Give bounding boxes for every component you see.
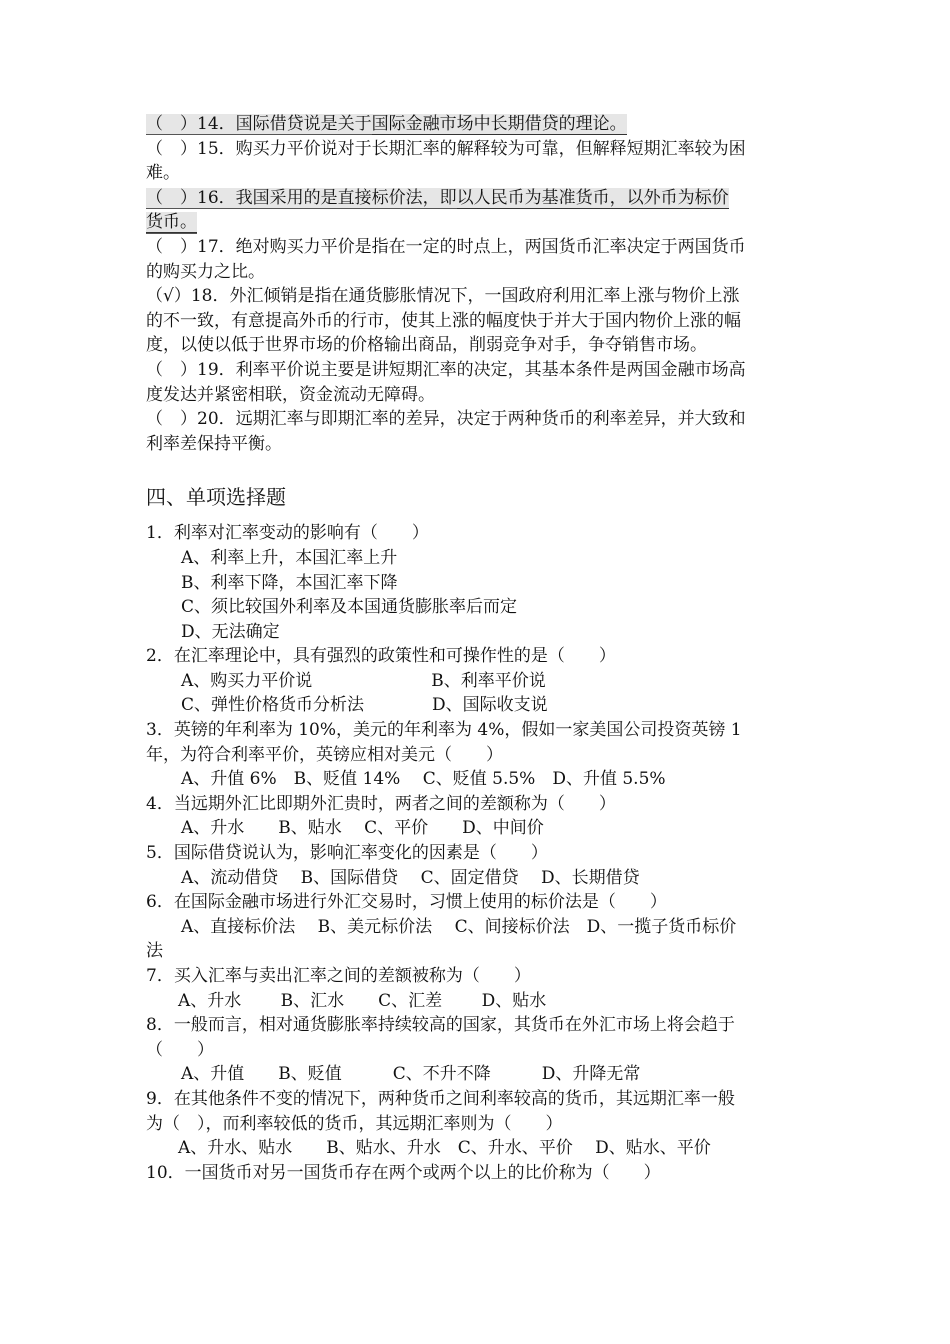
document-body — [146, 112, 808, 1185]
mc-question-1-stem: 1．利率对汇率变动的影响有（ ） — [146, 523, 429, 544]
mc-question-2-stem: 2．在汇率理论中，具有强烈的政策性和可操作性的是（ ） — [146, 646, 616, 667]
tf-question-14 — [146, 112, 808, 137]
tf-question-19-line-1: （ ）19．利率平价说主要是讲短期汇率的决定，其基本条件是两国金融市场高 — [146, 359, 746, 380]
mc-question-8-stem-line-1: 8．一般而言，相对通货膨胀率持续较高的国家，其货币在外汇市场上将会趋于 — [146, 1015, 735, 1036]
mc-question-4-stem: 4．当远期外汇比即期外汇贵时，两者之间的差额称为（ ） — [146, 793, 616, 814]
mc-question-8-stem-line-2: （ ） — [146, 1039, 214, 1060]
mc-question-9-stem-line-2: 为（ ），而利率较低的货币，其远期汇率则为（ ） — [146, 1113, 563, 1134]
mc-question-6-options-tail: 法 — [146, 941, 163, 962]
highlight: （ ）14．国际借贷说是关于国际金融市场中长期借贷的理论。 — [146, 114, 627, 134]
mc-question-1-option-a: A、利率上升，本国汇率上升 — [181, 547, 398, 568]
mc-question-5-stem: 5．国际借贷说认为，影响汇率变化的因素是（ ） — [146, 843, 548, 864]
section-title: 四、单项选择题 — [146, 485, 286, 510]
mc-question-9-options: A、升水、贴水 B、贴水、升水 C、升水、平价 D、贴水、平价 — [178, 1138, 711, 1159]
tf-question-15-line-1: （ ）15．购买力平价说对于长期汇率的解释较为可靠，但解释短期汇率较为困 — [146, 138, 746, 159]
mc-question-1-option-d: D、无法确定 — [181, 621, 280, 642]
tf-question-16-line-2: 货币。 — [146, 212, 197, 233]
mc-question-2-options-ab: A、购买力平价说 B、利率平价说 — [181, 670, 546, 691]
mc-question-5-options: A、流动借贷 B、国际借贷 C、固定借贷 D、长期借贷 — [181, 867, 640, 888]
tf-question-17-line-1: （ ）17．绝对购买力平价是指在一定的时点上，两国货币汇率决定于两国货币 — [146, 236, 746, 257]
mc-question-6-stem: 6．在国际金融市场进行外汇交易时，习惯上使用的标价法是（ ） — [146, 892, 667, 913]
highlight: （ ）16．我国采用的是直接标价法，即以人民币为基准货币，以外币为标价 — [146, 187, 729, 208]
tf-question-18-line-2: 的不一致，有意提高外币的行市，使其上涨的幅度快于并大于国内物价上涨的幅 — [146, 310, 741, 331]
mc-question-1-option-c: C、须比较国外利率及本国通货膨胀率后而定 — [181, 597, 518, 618]
mc-question-4-options: A、升水 B、贴水 C、平价 D、中间价 — [181, 818, 544, 839]
tf-question-19-line-2: 度发达并紧密相联，资金流动无障碍。 — [146, 384, 435, 405]
mc-question-6-options: A、直接标价法 B、美元标价法 C、间接标价法 D、一揽子货币标价 — [181, 916, 737, 937]
mc-question-3-stem-line-1: 3．英镑的年利率为 10%，美元的年利率为 4%，假如一家美国公司投资英镑 1 — [146, 720, 742, 741]
tf-question-16-line-1 — [146, 186, 808, 211]
mc-question-1-option-b: B、利率下降，本国汇率下降 — [181, 572, 398, 593]
mc-question-7-options: A、升水 B、汇水 C、汇差 D、贴水 — [178, 990, 547, 1011]
tf-question-15-line-2: 难。 — [146, 163, 180, 184]
tf-question-18-line-3: 度，以使以低于世界市场的价格输出商品，削弱竞争对手，争夺销售市场。 — [146, 335, 707, 356]
mc-question-3-options: A、升值 6% B、贬值 14% C、贬值 5.5% D、升值 5.5% — [181, 769, 666, 790]
tf-question-20-line-2: 利率差保持平衡。 — [146, 433, 282, 454]
mc-question-9-stem-line-1: 9．在其他条件不变的情况下，两种货币之间利率较高的货币，其远期汇率一般 — [146, 1088, 735, 1109]
tf-question-20-line-1: （ ）20．远期汇率与即期汇率的差异，决定于两种货币的利率差异，并大致和 — [146, 409, 746, 430]
mc-question-10-stem: 10．一国货币对另一国货币存在两个或两个以上的比价称为（ ） — [146, 1162, 661, 1183]
tf-question-17-line-2: 的购买力之比。 — [146, 261, 265, 282]
mc-question-7-stem: 7．买入汇率与卖出汇率之间的差额被称为（ ） — [146, 966, 531, 986]
mc-question-2-options-cd: C、弹性价格货币分析法 D、国际收支说 — [181, 695, 548, 716]
tf-question-18-line-1: （√）18．外汇倾销是指在通货膨胀情况下，一国政府利用汇率上涨与物价上涨 — [146, 286, 740, 307]
mc-question-3-stem-line-2: 年，为符合利率平价，英镑应相对美元（ ） — [146, 744, 503, 765]
mc-question-8-options: A、升值 B、贬值 C、不升不降 D、升降无常 — [181, 1064, 641, 1085]
